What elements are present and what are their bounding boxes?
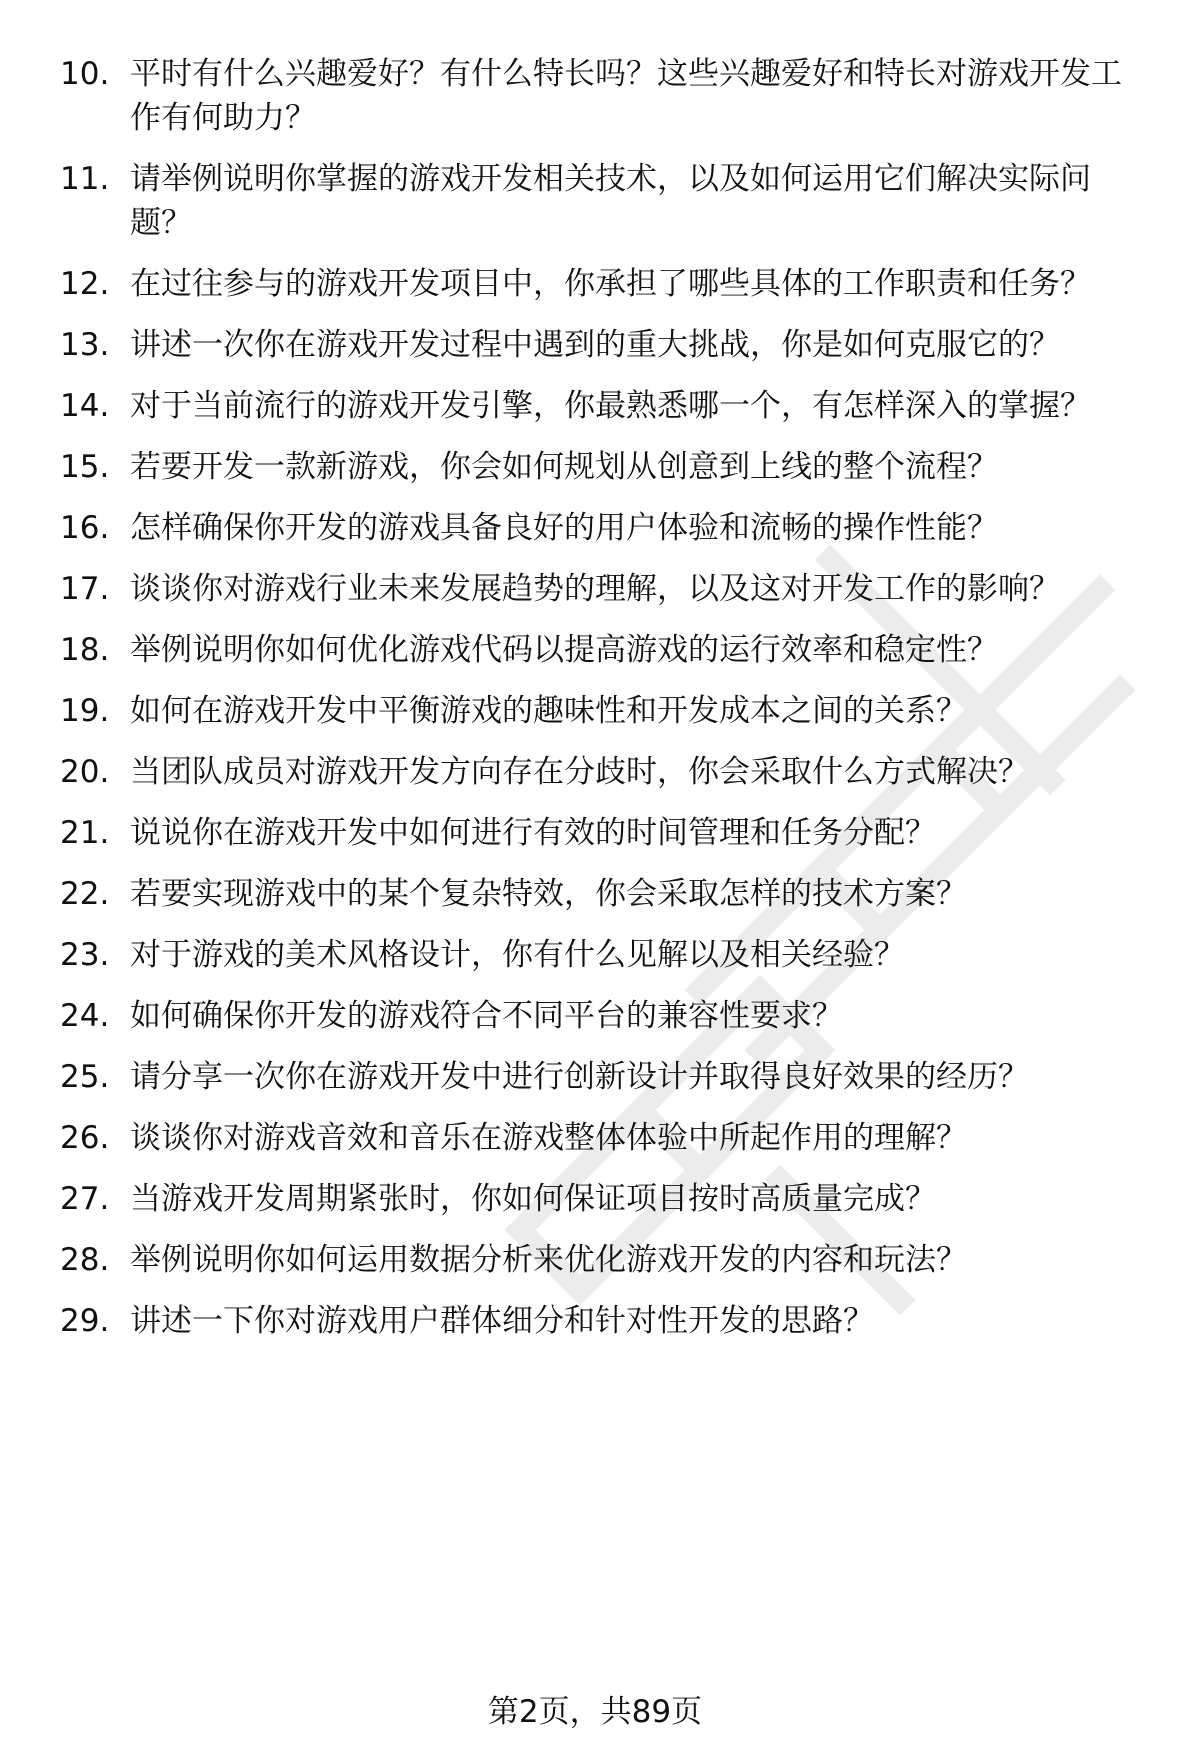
- question-number: 28.: [60, 1242, 110, 1278]
- question-number: 15.: [60, 449, 110, 485]
- question-text: 对于游戏的美术风格设计，你有什么见解以及相关经验？: [130, 937, 905, 973]
- question-number: 11.: [60, 161, 110, 197]
- list-item: [60, 52, 1150, 140]
- question-text: 谈谈你对游戏行业未来发展趋势的理解，以及这对开发工作的影响？: [130, 571, 1060, 607]
- list-item: [60, 933, 1150, 977]
- question-number: 14.: [60, 388, 110, 424]
- question-text: 当游戏开发周期紧张时，你如何保证项目按时高质量完成？: [130, 1181, 936, 1217]
- question-text: 说说你在游戏开发中如何进行有效的时间管理和任务分配？: [130, 815, 936, 851]
- list-item: [60, 1177, 1150, 1221]
- question-text: 平时有什么兴趣爱好？有什么特长吗？这些兴趣爱好和特长对游戏开发工作有何助力？: [130, 56, 1122, 136]
- question-number: 24.: [60, 998, 110, 1034]
- list-item: [60, 1055, 1150, 1099]
- question-number: 19.: [60, 693, 110, 729]
- list-item: [60, 1238, 1150, 1282]
- question-text: 在过往参与的游戏开发项目中，你承担了哪些具体的工作职责和任务？: [130, 266, 1091, 302]
- list-item: [60, 872, 1150, 916]
- page-number-label: 第2页，共89页: [487, 1694, 703, 1730]
- question-text: 对于当前流行的游戏开发引擎，你最熟悉哪一个，有怎样深入的掌握？: [130, 388, 1091, 424]
- list-item: [60, 567, 1150, 611]
- question-number: 13.: [60, 327, 110, 363]
- list-item: [60, 628, 1150, 672]
- question-number: 23.: [60, 937, 110, 973]
- question-number: 10.: [60, 56, 110, 92]
- question-text: 若要实现游戏中的某个复杂特效，你会采取怎样的技术方案？: [130, 876, 967, 912]
- question-text: 举例说明你如何优化游戏代码以提高游戏的运行效率和稳定性？: [130, 632, 998, 668]
- question-text: 请分享一次你在游戏开发中进行创新设计并取得良好效果的经历？: [130, 1059, 1029, 1095]
- question-text: 举例说明你如何运用数据分析来优化游戏开发的内容和玩法？: [130, 1242, 967, 1278]
- question-number: 21.: [60, 815, 110, 851]
- list-item: [60, 157, 1150, 245]
- list-item: [60, 445, 1150, 489]
- question-text: 讲述一下你对游戏用户群体细分和针对性开发的思路？: [130, 1303, 874, 1339]
- page-footer: [0, 1692, 1190, 1732]
- question-number: 17.: [60, 571, 110, 607]
- question-text: 当团队成员对游戏开发方向存在分歧时，你会采取什么方式解决？: [130, 754, 1029, 790]
- question-number: 26.: [60, 1120, 110, 1156]
- question-number: 16.: [60, 510, 110, 546]
- question-text: 如何确保你开发的游戏符合不同平台的兼容性要求？: [130, 998, 843, 1034]
- question-number: 29.: [60, 1303, 110, 1339]
- question-number: 18.: [60, 632, 110, 668]
- list-item: [60, 811, 1150, 855]
- list-item: [60, 506, 1150, 550]
- question-text: 怎样确保你开发的游戏具备良好的用户体验和流畅的操作性能？: [130, 510, 998, 546]
- list-item: [60, 994, 1150, 1038]
- list-item: [60, 1299, 1150, 1343]
- question-number: 22.: [60, 876, 110, 912]
- question-text: 讲述一次你在游戏开发过程中遇到的重大挑战，你是如何克服它的？: [130, 327, 1060, 363]
- list-item: [60, 262, 1150, 306]
- question-text: 若要开发一款新游戏，你会如何规划从创意到上线的整个流程？: [130, 449, 998, 485]
- list-item: [60, 323, 1150, 367]
- question-number: 20.: [60, 754, 110, 790]
- question-number: 27.: [60, 1181, 110, 1217]
- question-text: 请举例说明你掌握的游戏开发相关技术，以及如何运用它们解决实际问题？: [130, 161, 1091, 241]
- question-list: [60, 52, 1150, 1360]
- list-item: [60, 689, 1150, 733]
- question-text: 如何在游戏开发中平衡游戏的趣味性和开发成本之间的关系？: [130, 693, 967, 729]
- list-item: [60, 384, 1150, 428]
- list-item: [60, 1116, 1150, 1160]
- list-item: [60, 750, 1150, 794]
- question-text: 谈谈你对游戏音效和音乐在游戏整体体验中所起作用的理解？: [130, 1120, 967, 1156]
- question-number: 25.: [60, 1059, 110, 1095]
- question-number: 12.: [60, 266, 110, 302]
